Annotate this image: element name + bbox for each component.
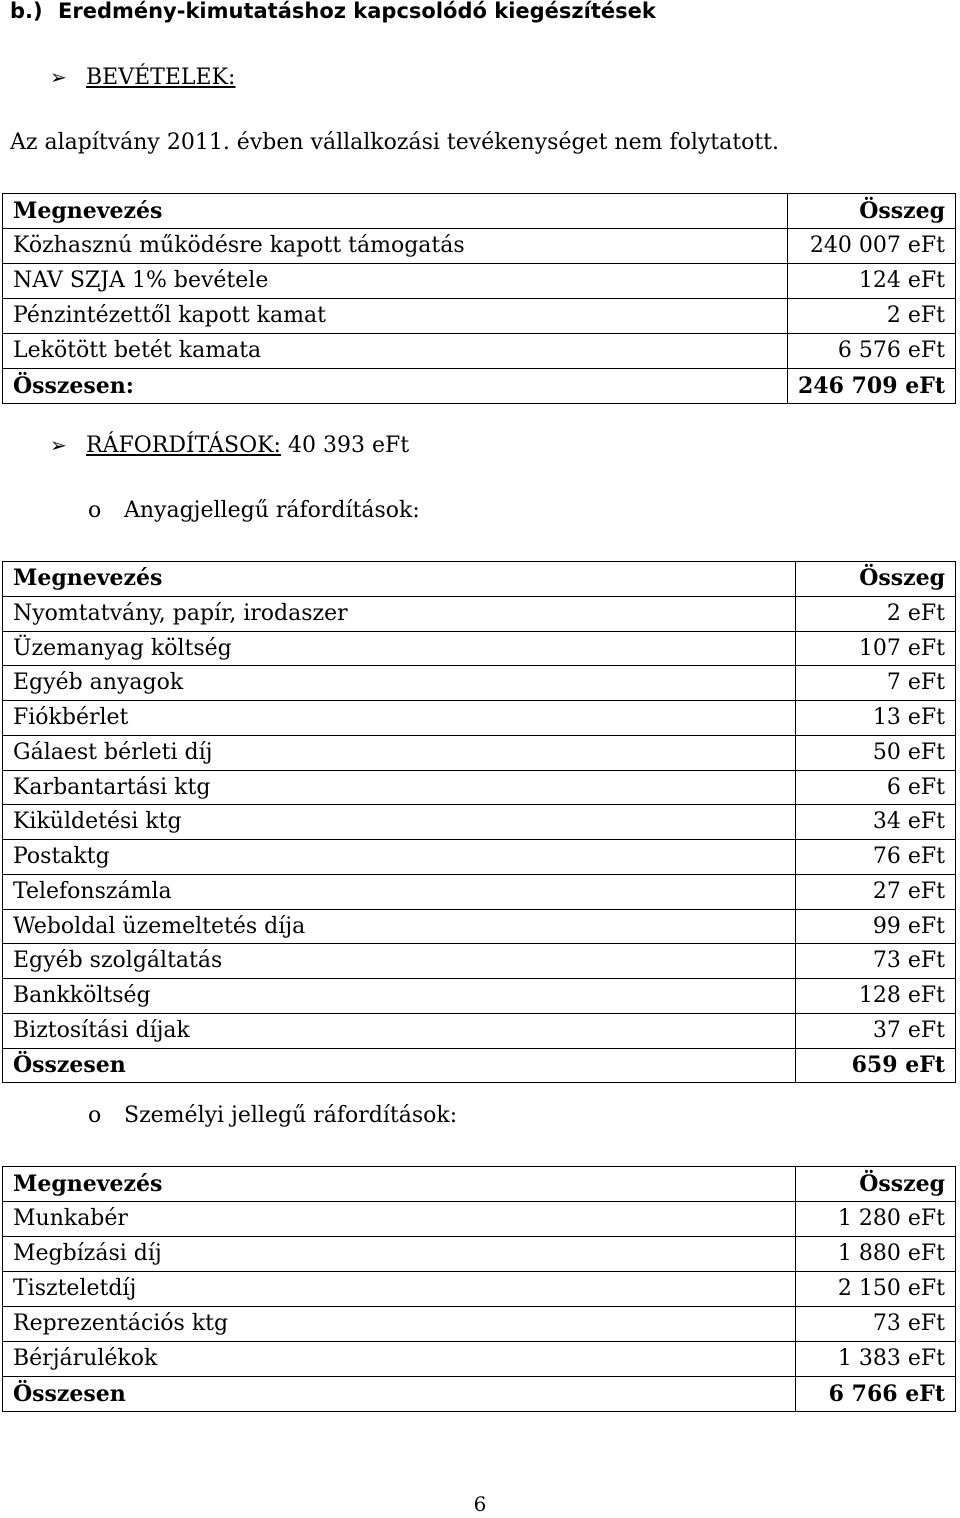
table-row — [3, 596, 956, 631]
circle-bullet-icon: o — [88, 1103, 102, 1128]
name-cell: Összesen: — [3, 369, 788, 404]
revenues-note: Az alapítvány 2011. évben vállalkozási tevékenységet nem folytatott. — [10, 130, 780, 155]
amount-cell: 73 eFt — [796, 1307, 956, 1342]
name-cell: Weboldal üzemeltetés díja — [3, 909, 796, 944]
table-row — [3, 701, 956, 736]
table-row — [3, 874, 956, 909]
name-cell: Postaktg — [3, 840, 796, 875]
table-row — [3, 229, 956, 264]
expenses-total-value: 40 393 eFt — [287, 433, 410, 458]
name-cell: Kiküldetési ktg — [3, 805, 796, 840]
table-row — [3, 1237, 956, 1272]
amount-cell: Összeg — [796, 562, 956, 597]
amount-cell: Összeg — [796, 1167, 956, 1202]
name-cell: Bankköltség — [3, 979, 796, 1014]
name-cell: Összesen — [3, 1377, 796, 1412]
amount-cell: 76 eFt — [796, 840, 956, 875]
name-cell: Reprezentációs ktg — [3, 1307, 796, 1342]
name-cell: Megbízási díj — [3, 1237, 796, 1272]
arrow-bullet-icon: ➢ — [50, 433, 67, 457]
name-cell: Üzemanyag költség — [3, 631, 796, 666]
amount-cell: 107 eFt — [796, 631, 956, 666]
name-cell: Munkabér — [3, 1202, 796, 1237]
table-header-row — [3, 1167, 956, 1202]
expenses-bullet — [50, 430, 409, 461]
amount-cell: 50 eFt — [796, 735, 956, 770]
name-cell: Gálaest bérleti díj — [3, 735, 796, 770]
amount-cell: 6 576 eFt — [788, 334, 956, 369]
table-row — [3, 631, 956, 666]
name-cell: Egyéb anyagok — [3, 666, 796, 701]
amount-cell: 128 eFt — [796, 979, 956, 1014]
personnel-expenses-table — [2, 1166, 956, 1412]
amount-cell: 13 eFt — [796, 701, 956, 736]
amount-cell: 2 eFt — [788, 299, 956, 334]
name-cell: Nyomtatvány, papír, irodaszer — [3, 596, 796, 631]
revenues-label: BEVÉTELEK: — [86, 65, 236, 90]
table-header-row — [3, 194, 956, 229]
page-number: 6 — [473, 1492, 487, 1516]
amount-cell: 6 766 eFt — [796, 1377, 956, 1412]
amount-cell: 6 eFt — [796, 770, 956, 805]
name-cell: Pénzintézettől kapott kamat — [3, 299, 788, 334]
amount-cell: 1 880 eFt — [796, 1237, 956, 1272]
personnel-expenses-title — [88, 1101, 457, 1131]
amount-cell: 34 eFt — [796, 805, 956, 840]
table-row — [3, 735, 956, 770]
table-row — [3, 334, 956, 369]
circle-bullet-icon: o — [88, 498, 102, 523]
name-cell: Megnevezés — [3, 194, 788, 229]
table-header-row — [3, 562, 956, 597]
table-row — [3, 805, 956, 840]
amount-cell: 246 709 eFt — [788, 369, 956, 404]
amount-cell: 7 eFt — [796, 666, 956, 701]
table-row — [3, 979, 956, 1014]
name-cell: Egyéb szolgáltatás — [3, 944, 796, 979]
table-row — [3, 1272, 956, 1307]
name-cell: NAV SZJA 1% bevétele — [3, 264, 788, 299]
name-cell: Lekötött betét kamata — [3, 334, 788, 369]
amount-cell: 124 eFt — [788, 264, 956, 299]
name-cell: Megnevezés — [3, 562, 796, 597]
name-cell: Tiszteletdíj — [3, 1272, 796, 1307]
table-row — [3, 770, 956, 805]
section-number: b.) — [10, 0, 43, 23]
table-row — [3, 666, 956, 701]
table-row — [3, 1307, 956, 1342]
arrow-bullet-icon: ➢ — [50, 65, 67, 89]
name-cell: Megnevezés — [3, 1167, 796, 1202]
table-row — [3, 909, 956, 944]
table-row — [3, 264, 956, 299]
amount-cell: Összeg — [788, 194, 956, 229]
name-cell: Összesen — [3, 1048, 796, 1083]
table-total-row — [3, 1377, 956, 1412]
amount-cell: 73 eFt — [796, 944, 956, 979]
amount-cell: 2 eFt — [796, 596, 956, 631]
material-expenses-table — [2, 561, 956, 1083]
section-heading — [10, 0, 656, 26]
amount-cell: 27 eFt — [796, 874, 956, 909]
expenses-label: RÁFORDÍTÁSOK: — [86, 433, 281, 458]
personnel-expenses-label: Személyi jellegű ráfordítások: — [124, 1103, 458, 1128]
name-cell: Biztosítási díjak — [3, 1013, 796, 1048]
table-row — [3, 299, 956, 334]
table-total-row — [3, 369, 956, 404]
amount-cell: 99 eFt — [796, 909, 956, 944]
name-cell: Karbantartási ktg — [3, 770, 796, 805]
material-expenses-title — [88, 496, 420, 526]
amount-cell: 2 150 eFt — [796, 1272, 956, 1307]
section-title: Eredmény-kimutatáshoz kapcsolódó kiegészítések — [58, 0, 656, 23]
table-row — [3, 840, 956, 875]
revenues-bullet — [50, 62, 235, 93]
amount-cell: 37 eFt — [796, 1013, 956, 1048]
table-row — [3, 944, 956, 979]
table-row — [3, 1342, 956, 1377]
name-cell: Fiókbérlet — [3, 701, 796, 736]
amount-cell: 1 383 eFt — [796, 1342, 956, 1377]
amount-cell: 659 eFt — [796, 1048, 956, 1083]
material-expenses-label: Anyagjellegű ráfordítások: — [124, 498, 420, 523]
name-cell: Telefonszámla — [3, 874, 796, 909]
name-cell: Közhasznú működésre kapott támogatás — [3, 229, 788, 264]
amount-cell: 240 007 eFt — [788, 229, 956, 264]
table-total-row — [3, 1048, 956, 1083]
amount-cell: 1 280 eFt — [796, 1202, 956, 1237]
revenues-table — [2, 193, 956, 404]
table-row — [3, 1013, 956, 1048]
name-cell: Bérjárulékok — [3, 1342, 796, 1377]
table-row — [3, 1202, 956, 1237]
